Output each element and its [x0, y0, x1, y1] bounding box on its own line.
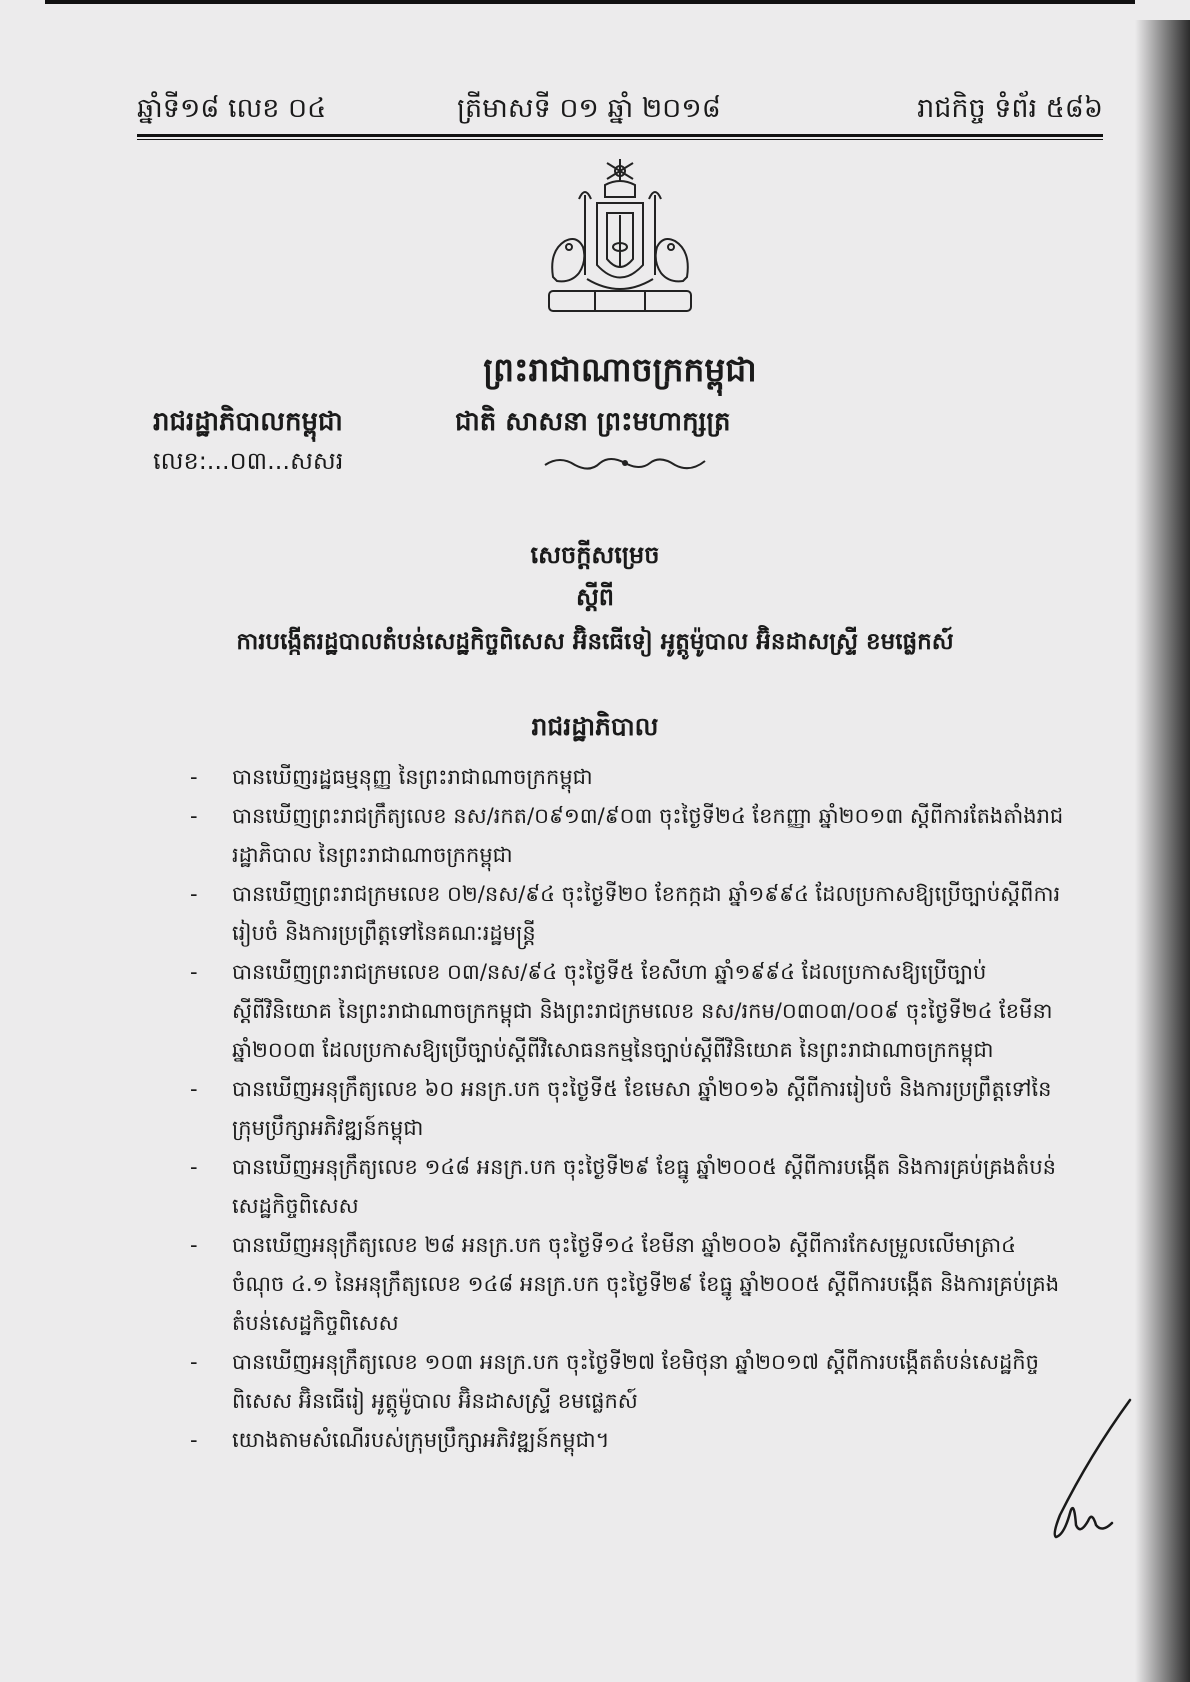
- top-border: [45, 0, 1135, 4]
- gazette-header: [137, 92, 1103, 132]
- list-item: [190, 797, 1070, 875]
- header-quarter: ត្រីមាសទី ០១ ឆ្នាំ ២០១៨: [457, 93, 721, 124]
- scan-edge-shadow: [1135, 20, 1190, 1682]
- header-year-issue: ឆ្នាំទី១៨ លេខ ០៤: [137, 93, 327, 124]
- document-on: ស្តីពី: [575, 583, 615, 611]
- list-dash: -: [190, 882, 198, 906]
- list-item: [190, 1421, 1070, 1460]
- reference-number: លេខ:...០៣...សសរ: [153, 447, 344, 475]
- handwritten-signature-icon: [1030, 1395, 1140, 1545]
- list-item: [190, 953, 1070, 1070]
- list-item: [190, 1226, 1070, 1343]
- list-dash: -: [190, 1155, 198, 1179]
- national-motto: ជាតិ សាសនា ព្រះមហាក្សត្រ: [455, 407, 731, 437]
- list-item: [190, 758, 1070, 797]
- list-item-text: បានឃើញព្រះរាជក្រមលេខ ០២/នស/៩៤ ចុះថ្ងៃទី២០ ខែកក្កដា ឆ្នាំ១៩៩៤ ដែលប្រកាសឱ្យប្រើច្បាប់ស្តីពីការរៀបចំ និងការប្រព្រឹត្តទៅនៃគណៈរដ្ឋមន្ត្រី: [232, 882, 1061, 945]
- list-dash: -: [190, 804, 198, 828]
- list-dash: -: [190, 765, 198, 789]
- considerations-list: [190, 758, 1070, 1460]
- list-dash: -: [190, 1350, 198, 1374]
- document-subject: ការបង្កើតរដ្ឋបាលតំបន់សេដ្ឋកិច្ចពិសេស អ៊ិនធើទៀ អូត្តូម៉ូបាល អ៊ិនដាសស្ទ្រី ខមផ្លេកស៍: [236, 629, 954, 655]
- header-page: រាជកិច្ច ទំព័រ ៥៨៦: [917, 93, 1103, 124]
- list-item: [190, 875, 1070, 953]
- list-item-text: បានឃើញអនុក្រឹត្យលេខ ១០៣ អនក្រ.បក ចុះថ្ងៃទី២៧ ខែមិថុនា ឆ្នាំ២០១៧ ស្តីពីការបង្កើតតំបន់សេដ្ឋកិច្ចពិសេស អ៊ិនធើរៀ អូត្តូម៉ូបាល អ៊ិនដាសស្ទ្រី ខមផ្លេកស៍: [232, 1350, 1039, 1413]
- list-dash: -: [190, 1233, 198, 1257]
- list-item: [190, 1148, 1070, 1226]
- list-item-text: បានឃើញព្រះរាជក្រឹត្យលេខ នស/រកត/០៩១៣/៩០៣ ចុះថ្ងៃទី២៤ ខែកញ្ញា ឆ្នាំ២០១៣ ស្តីពីការតែងតាំងរាជរដ្ឋាភិបាល នៃព្រះរាជាណាចក្រកម្ពុជា: [232, 804, 1064, 867]
- list-item: [190, 1070, 1070, 1148]
- section-heading: រាជរដ្ឋាភិបាល: [531, 712, 659, 741]
- list-item-text: បានឃើញអនុក្រឹត្យលេខ ៦០ អនក្រ.បក ចុះថ្ងៃទី៥ ខែមេសា ឆ្នាំ២០១៦ ស្តីពីការរៀបចំ និងការប្រព្រឹត្តទៅនៃក្រុមប្រឹក្សាអភិវឌ្ឍន៍កម្ពុជា: [232, 1077, 1052, 1140]
- issuer-name: រាជរដ្ឋាភិបាលកម្ពុជា: [153, 407, 343, 437]
- decorative-ornament-icon: [540, 453, 710, 473]
- list-dash: -: [190, 960, 198, 984]
- list-item-text: បានឃើញអនុក្រឹត្យលេខ ១៤៨ អនក្រ.បក ចុះថ្ងៃទី២៩ ខែធ្នូ ឆ្នាំ២០០៥ ស្តីពីការបង្កើត និងការគ្រប់គ្រងតំបន់សេដ្ឋកិច្ចពិសេស: [232, 1155, 1056, 1218]
- list-dash: -: [190, 1428, 198, 1452]
- list-item-text: បានឃើញព្រះរាជក្រមលេខ ០៣/នស/៩៤ ចុះថ្ងៃទី៥ ខែសីហា ឆ្នាំ១៩៩៤ ដែលប្រកាសឱ្យប្រើច្បាប់ស្តីពីវិនិយោគ នៃព្រះរាជាណាចក្រកម្ពុជា និងព្រះរាជក្រមលេខ នស/រកម/០៣០៣/០០៩ ចុះថ្ងៃទី២៤ ខែមីនា ឆ្នាំ២០០៣ ដែលប្រកាសឱ្យប្រើច្បាប់ស្តីពីវិសោធនកម្មនៃច្បាប់ស្តីពីវិនិយោគ នៃព្រះរាជាណាចក្រកម្ពុជា: [232, 960, 1053, 1062]
- list-item-text: យោងតាមសំណើរបស់ក្រុមប្រឹក្សាអភិវឌ្ឍន៍កម្ពុជា។: [232, 1428, 610, 1452]
- list-item-text: បានឃើញរដ្ឋធម្មនុញ្ញ នៃព្រះរាជាណាចក្រកម្ពុជា: [232, 765, 593, 789]
- document-type: សេចក្តីសម្រេច: [530, 541, 660, 569]
- list-item-text: បានឃើញអនុក្រឹត្យលេខ ២៨ អនក្រ.បក ចុះថ្ងៃទី១៤ ខែមីនា ឆ្នាំ២០០៦ ស្តីពីការកែសម្រួលលើមាត្រា៤ ចំណុច ៤.១ នៃអនុក្រឹត្យលេខ ១៤៨ អនក្រ.បក ចុះថ្ងៃទី២៩ ខែធ្នូ ឆ្នាំ២០០៥ ស្តីពីការបង្កើត និងការគ្រប់គ្រងតំបន់សេដ្ឋកិច្ចពិសេស: [232, 1233, 1060, 1335]
- royal-coat-of-arms-icon: [535, 155, 705, 325]
- list-item: [190, 1343, 1070, 1421]
- kingdom-name: ព្រះរាជាណាចក្រកម្ពុជា: [483, 350, 757, 389]
- list-dash: -: [190, 1077, 198, 1101]
- header-divider-thin: [137, 139, 1103, 140]
- header-divider: [137, 134, 1103, 137]
